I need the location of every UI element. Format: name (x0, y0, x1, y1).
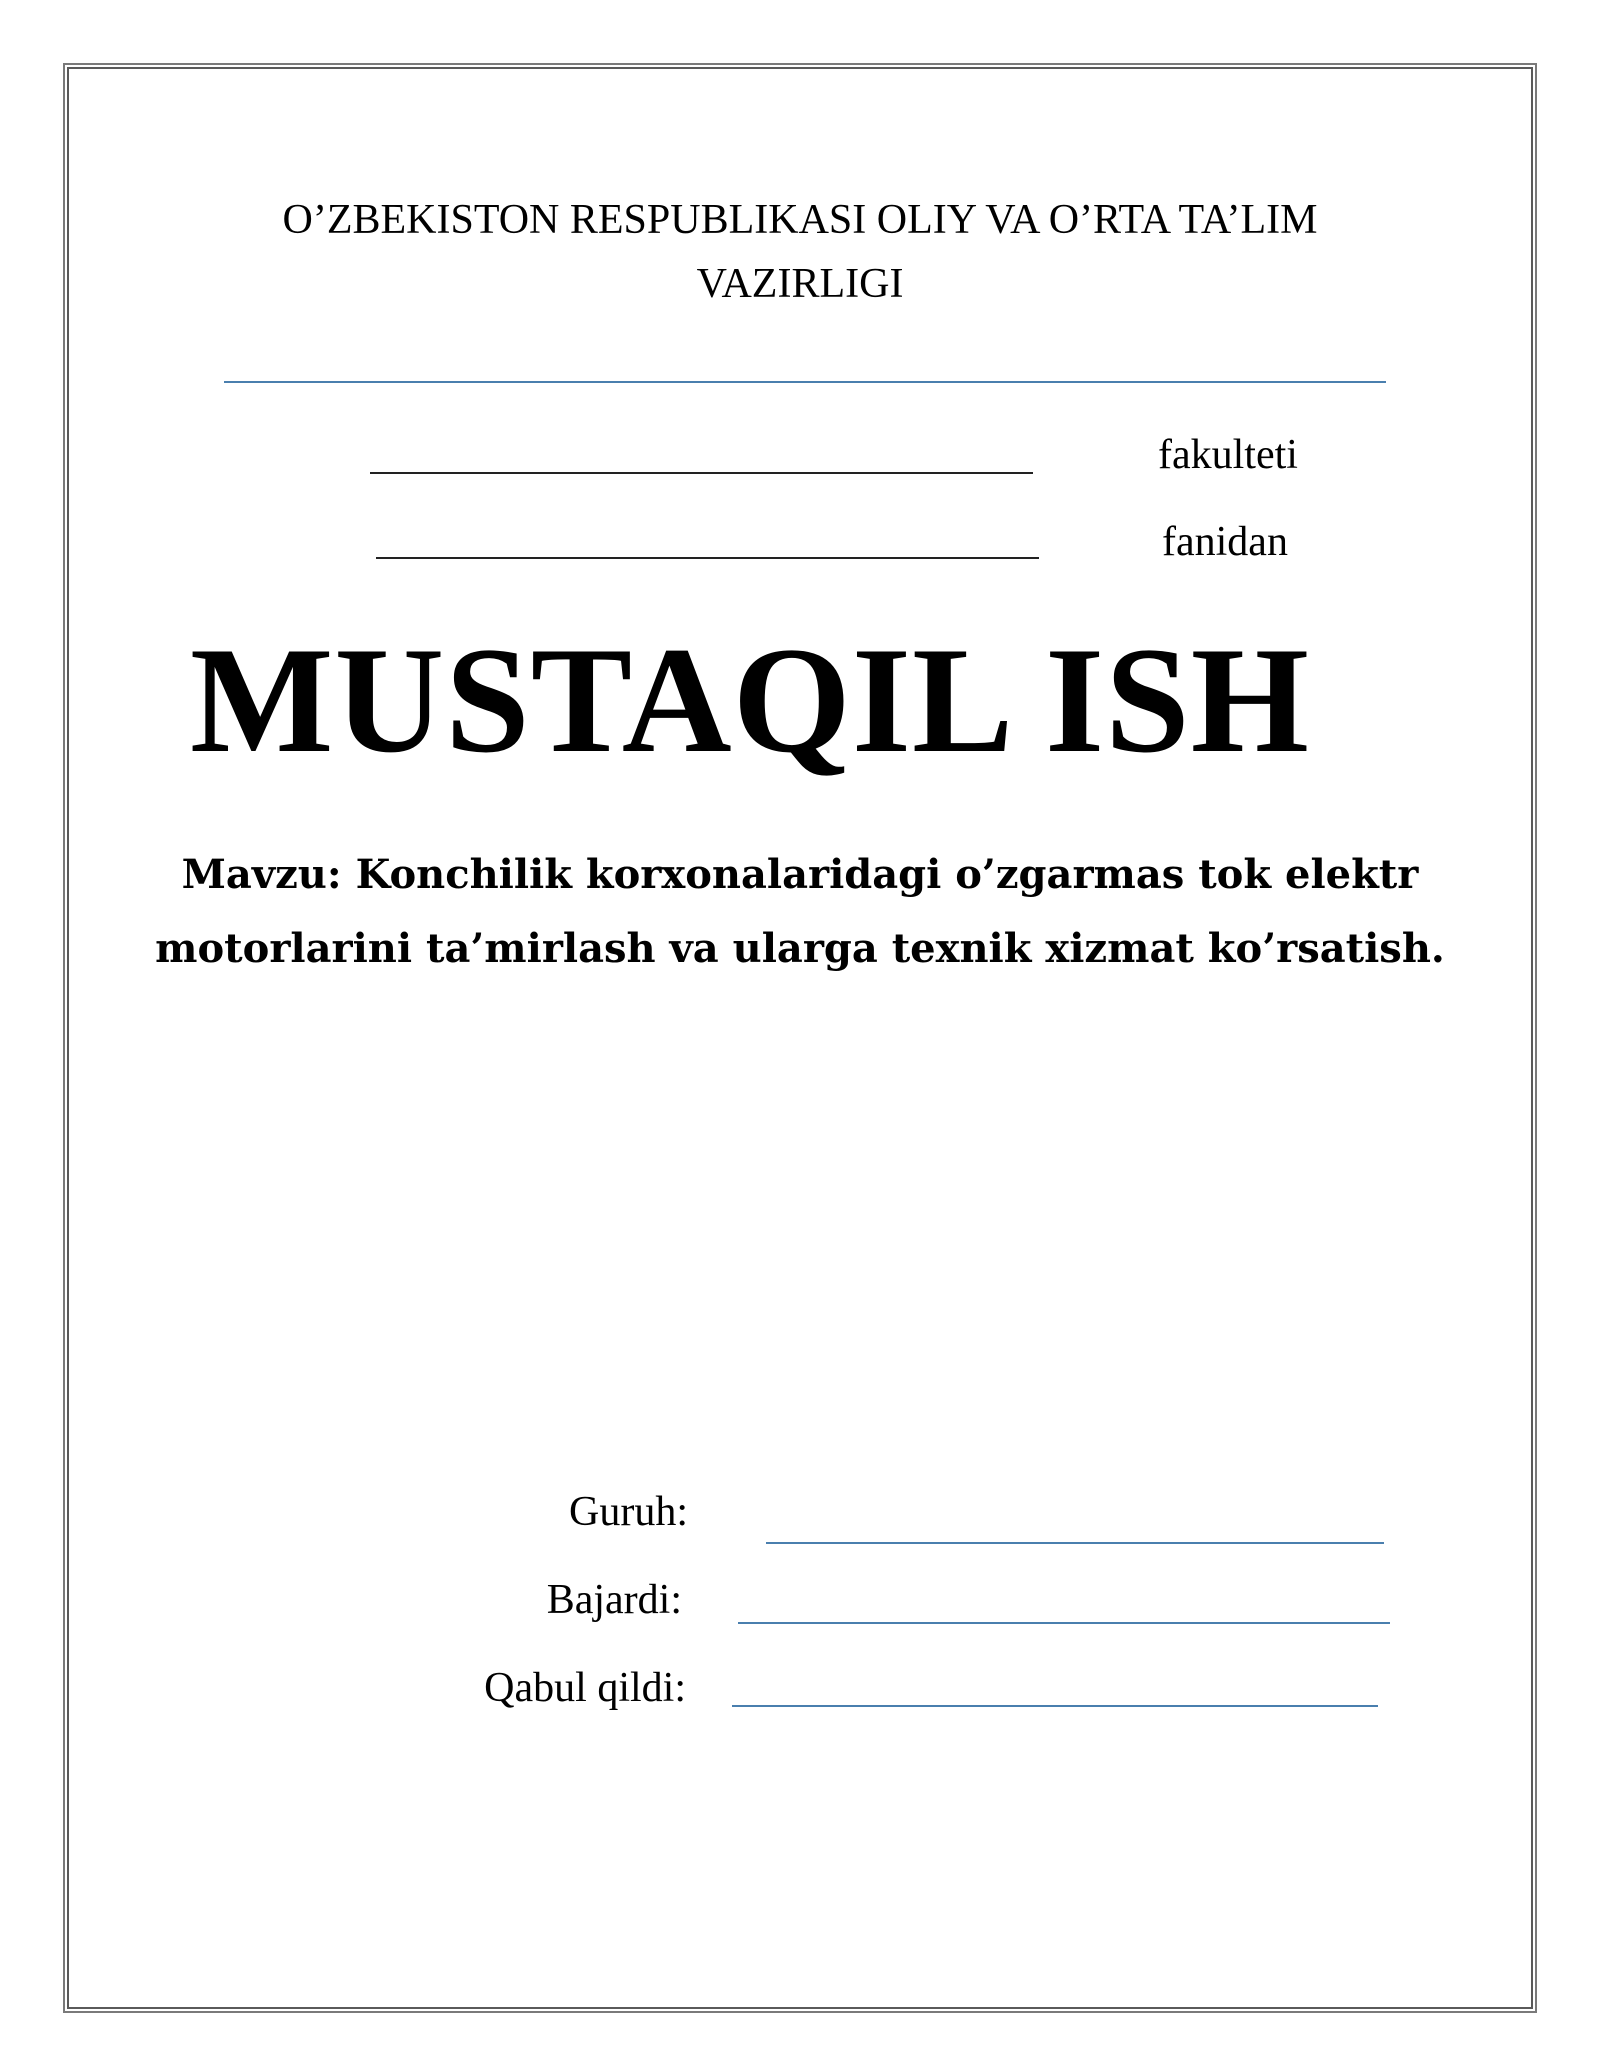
done-by-blank-line (738, 1622, 1390, 1624)
group-label: Guruh: (569, 1489, 688, 1535)
ministry-line-2: VAZIRLIGI (696, 261, 904, 307)
topic-text: Mavzu: Konchilik korxonalaridagi o’zgarmas tok elektr motorlarini ta’mirlash va ularga texnik xizmat ko’rsatish. (155, 851, 1445, 972)
ministry-heading (150, 188, 1450, 316)
done-by-label: Bajardi: (546, 1577, 682, 1623)
faculty-blank-line (370, 472, 1033, 474)
university-blank-line (224, 381, 1386, 383)
group-blank-line (766, 1542, 1384, 1544)
accepted-by-blank-line (732, 1705, 1378, 1707)
page-border-inner (67, 67, 1533, 2009)
accepted-by-label: Qabul qildi: (484, 1665, 686, 1711)
faculty-label: fakulteti (1158, 432, 1298, 478)
ministry-line-1: O’ZBEKISTON RESPUBLIKASI OLIY VA O’RTA TA’LIM (282, 197, 1318, 243)
subject-label: fanidan (1162, 519, 1288, 565)
subject-blank-line (376, 557, 1039, 559)
document-title: MUSTAQIL ISH (190, 616, 1310, 784)
